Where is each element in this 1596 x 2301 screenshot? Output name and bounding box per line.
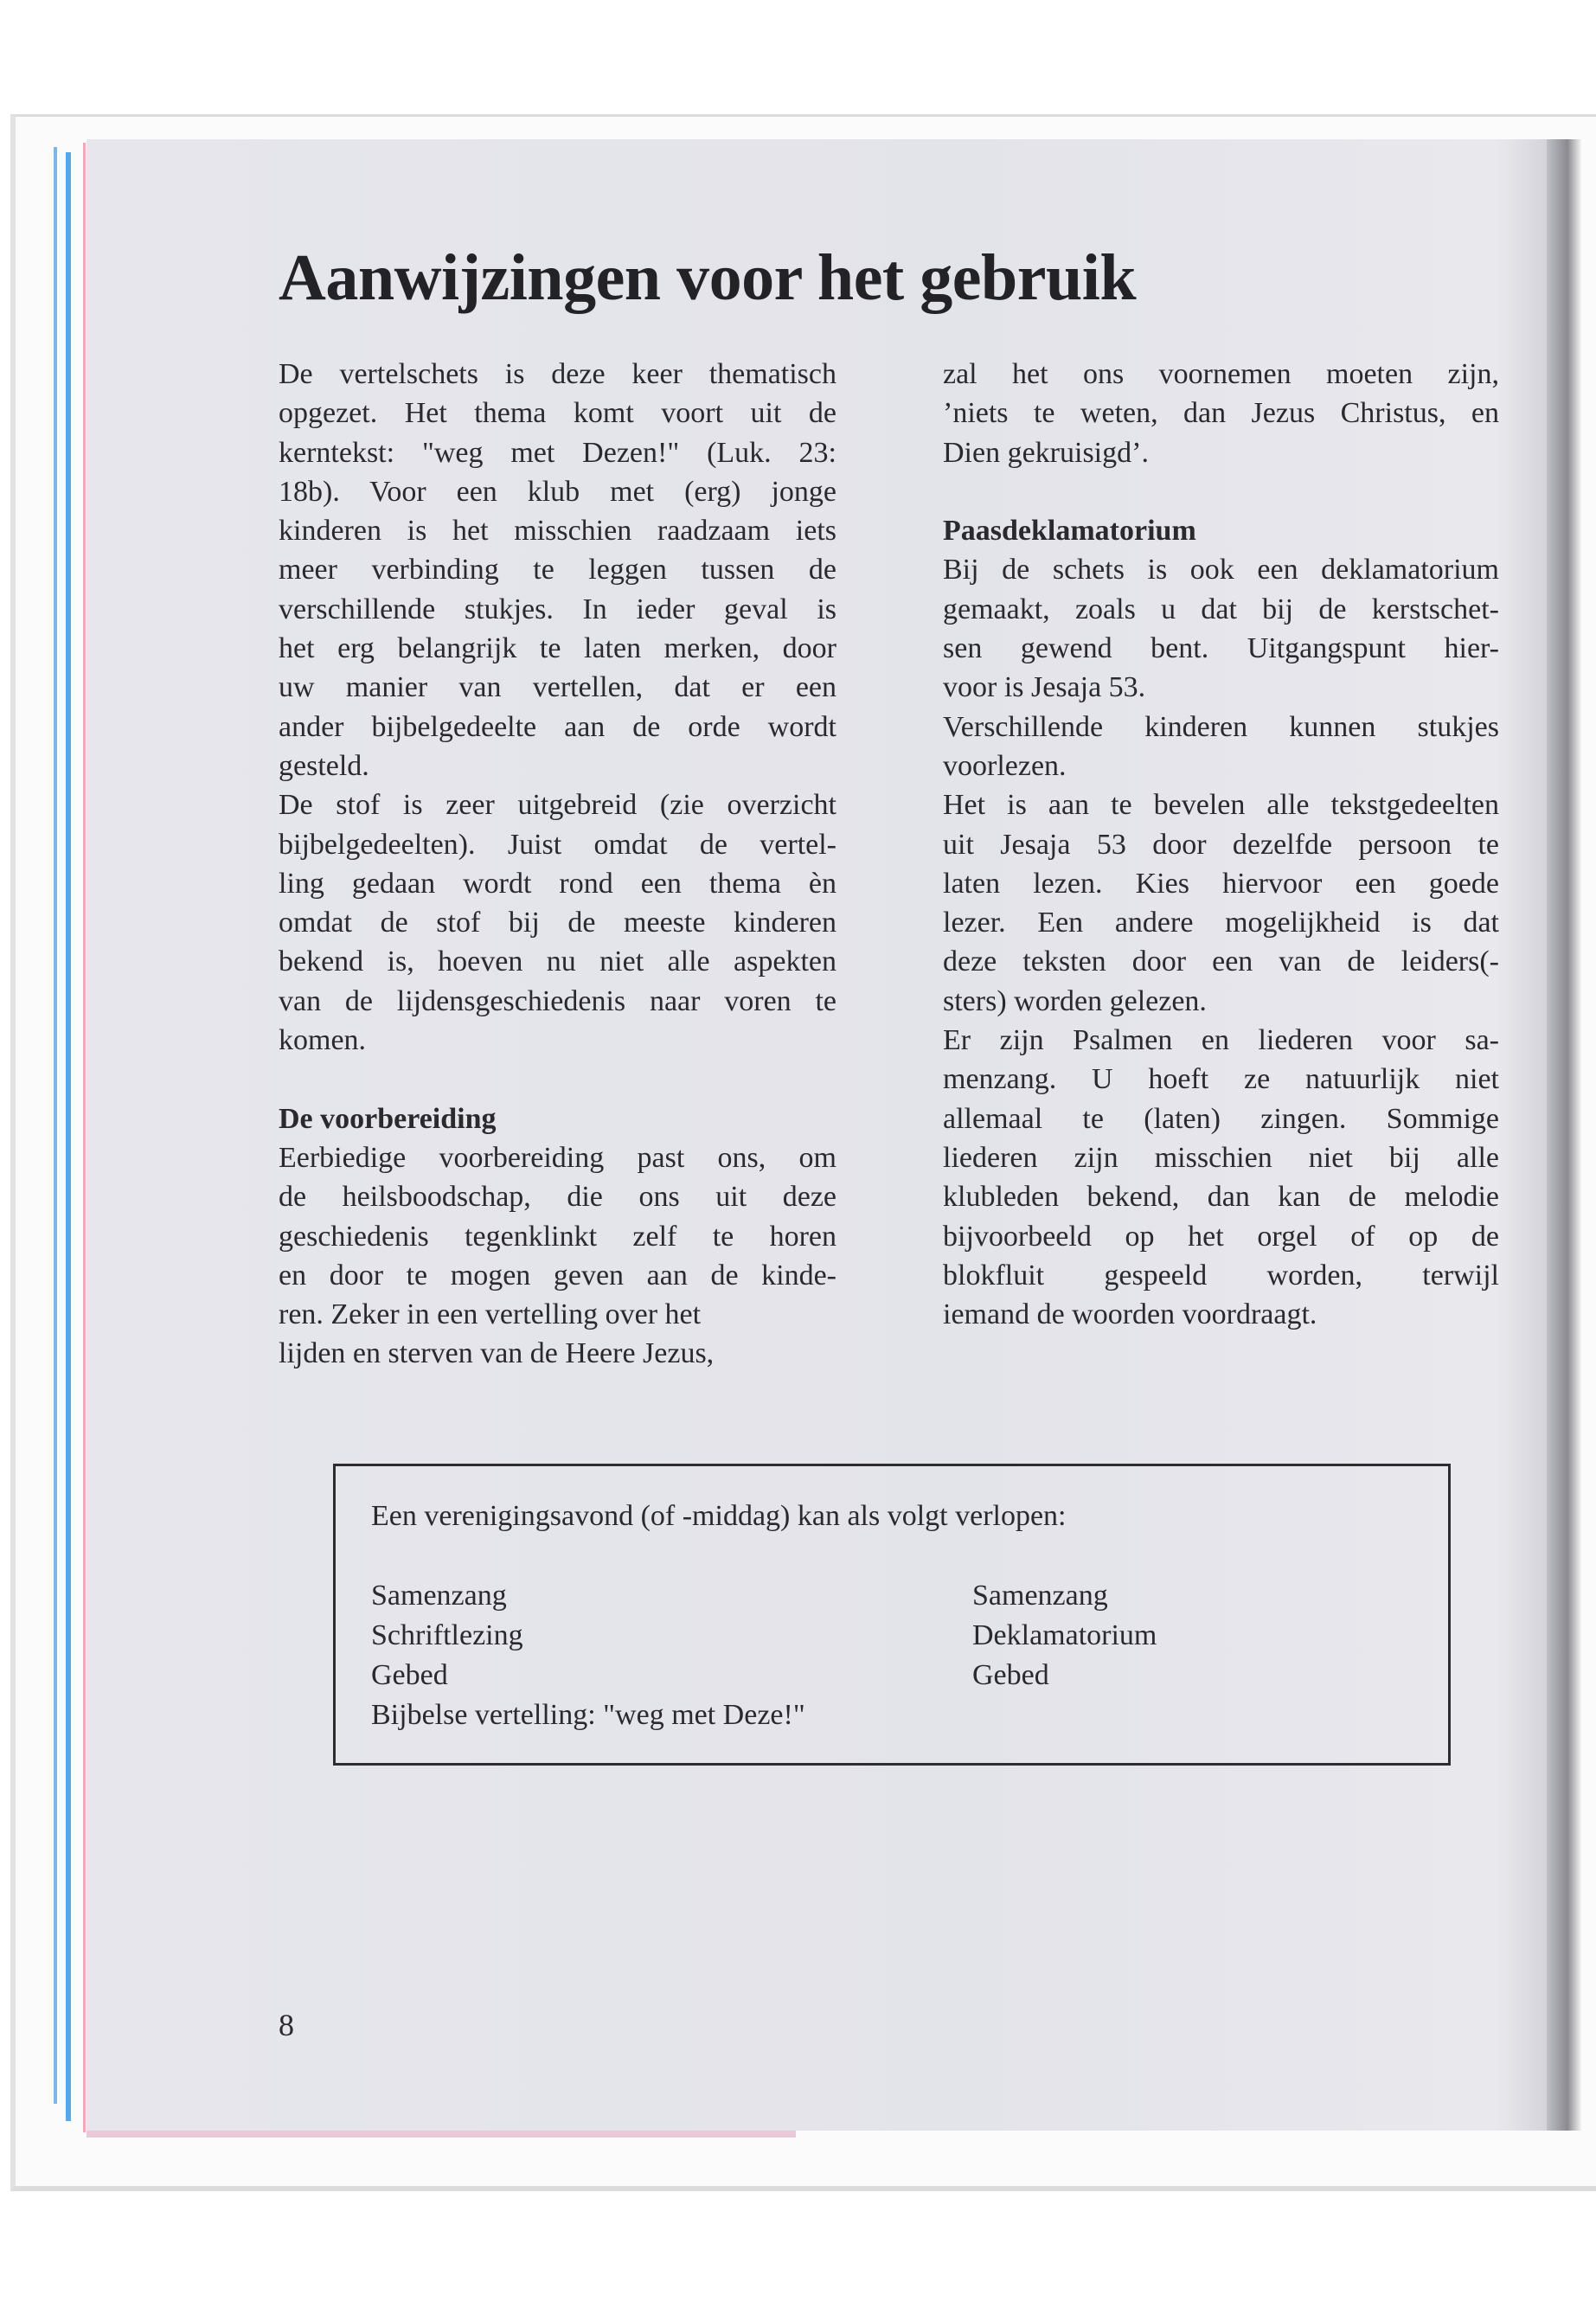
text-line: menzang. U hoeft ze natuurlijk niet bbox=[943, 1063, 1499, 1096]
text-line: Eerbiedige voorbereiding past ons, om bbox=[279, 1141, 836, 1174]
text-line: geschiedenis tegenklinkt zelf te horen bbox=[279, 1220, 836, 1253]
text-line: van de lijdensgeschiedenis naar voren te bbox=[279, 984, 836, 1017]
text-line: ren. Zeker in een vertelling over het bbox=[279, 1298, 702, 1331]
page-edge-pink bbox=[83, 143, 86, 2132]
section-heading: Paasdeklamatorium bbox=[943, 515, 1196, 548]
text-line: De vertelschets is deze keer thematisch bbox=[279, 358, 836, 390]
program-item: Gebed bbox=[972, 1659, 1049, 1691]
text-line: ling gedaan wordt rond een thema èn bbox=[279, 867, 836, 900]
program-box-heading: Een verenigingsavond (of -middag) kan als volgt verlopen: bbox=[371, 1500, 1067, 1532]
page-edge-blue bbox=[54, 147, 57, 2104]
text-line: Er zijn Psalmen en liederen voor sa- bbox=[943, 1024, 1499, 1057]
text-line: lezer. Een andere mogelijkheid is dat bbox=[943, 907, 1499, 939]
text-line: 18b). Voor een klub met (erg) jonge bbox=[279, 475, 836, 508]
text-line: laten lezen. Kies hiervoor een goede bbox=[943, 867, 1499, 900]
program-part-2 bbox=[972, 1576, 1157, 1695]
text-line: gesteld. bbox=[279, 749, 369, 782]
page-title: Aanwijzingen voor het gebruik bbox=[279, 241, 1137, 314]
text-line: ander bijbelgedeelte aan de orde wordt bbox=[279, 710, 836, 743]
text-line: klubleden bekend, dan kan de melodie bbox=[943, 1181, 1499, 1214]
program-item: Samenzang bbox=[371, 1580, 507, 1612]
text-line: opgezet. Het thema komt voort uit de bbox=[279, 397, 836, 430]
page-edge-blue bbox=[66, 152, 71, 2121]
paragraph-spacer bbox=[943, 472, 1499, 511]
text-line: bijvoorbeeld op het orgel of op de bbox=[943, 1220, 1499, 1253]
right-text-column bbox=[943, 355, 1499, 1334]
text-line: meer verbinding te leggen tussen de bbox=[279, 554, 836, 586]
text-line: Bij de schets is ook een deklamatorium bbox=[943, 554, 1499, 586]
text-line: komen. bbox=[279, 1024, 367, 1057]
section-heading: De voorbereiding bbox=[279, 1102, 497, 1135]
text-line: en door te mogen geven aan de kinde- bbox=[279, 1259, 836, 1292]
text-line: omdat de stof bij de meeste kinderen bbox=[279, 907, 836, 939]
text-line: Verschillende kinderen kunnen stukjes bbox=[943, 710, 1499, 743]
text-line: zal het ons voornemen moeten zijn, bbox=[943, 358, 1499, 390]
page-number: 8 bbox=[279, 2008, 294, 2042]
text-line: liederen zijn misschien niet bij alle bbox=[943, 1141, 1499, 1174]
program-item: Schriftlezing bbox=[371, 1619, 523, 1651]
paragraph-spacer bbox=[279, 1060, 836, 1099]
text-line: allemaal te (laten) zingen. Sommige bbox=[943, 1102, 1499, 1135]
left-text-column bbox=[279, 355, 836, 1374]
text-line: de heilsboodschap, die ons uit deze bbox=[279, 1181, 836, 1214]
text-line: verschillende stukjes. In ieder geval is bbox=[279, 593, 836, 625]
text-line: kerntekst: "weg met Dezen!" (Luk. 23: bbox=[279, 436, 836, 469]
program-part-1 bbox=[371, 1576, 805, 1735]
text-line: uit Jesaja 53 door dezelfde persoon te bbox=[943, 828, 1499, 861]
text-line: bekend is, hoeven nu niet alle aspekten bbox=[279, 945, 836, 978]
text-line: bijbelgedeelten). Juist omdat de vertel- bbox=[279, 828, 836, 861]
page-edge-pink-bottom bbox=[87, 2131, 796, 2138]
program-item: Gebed bbox=[371, 1659, 448, 1691]
text-line: Het is aan te bevelen alle tekstgedeelten bbox=[943, 789, 1499, 822]
text-line: lijden en sterven van de Heere Jezus, bbox=[279, 1337, 715, 1370]
text-line: het erg belangrijk te laten merken, door bbox=[279, 632, 836, 665]
program-item: Bijbelse vertelling: "weg met Deze!" bbox=[371, 1699, 805, 1731]
text-line: De stof is zeer uitgebreid (zie overzicht bbox=[279, 789, 836, 822]
text-line: voor is Jesaja 53. bbox=[943, 671, 1146, 704]
text-line: deze teksten door een van de leiders(- bbox=[943, 945, 1499, 978]
page-gutter-shadow bbox=[1547, 139, 1581, 2131]
text-line: Dien gekruisigd’. bbox=[943, 436, 1149, 469]
text-line: sters) worden gelezen. bbox=[943, 984, 1207, 1017]
text-line: blokfluit gespeeld worden, terwijl bbox=[943, 1259, 1499, 1292]
text-line: ’niets te weten, dan Jezus Christus, en bbox=[943, 397, 1499, 430]
program-item: Samenzang bbox=[972, 1580, 1108, 1612]
program-item: Deklamatorium bbox=[972, 1619, 1157, 1651]
text-line: voorlezen. bbox=[943, 749, 1067, 782]
text-line: sen gewend bent. Uitgangspunt hier- bbox=[943, 632, 1499, 665]
text-line: uw manier van vertellen, dat er een bbox=[279, 671, 836, 704]
text-line: iemand de woorden voordraagt. bbox=[943, 1298, 1317, 1331]
text-line: kinderen is het misschien raadzaam iets bbox=[279, 515, 836, 548]
text-line: gemaakt, zoals u dat bij de kerstschet- bbox=[943, 593, 1499, 625]
